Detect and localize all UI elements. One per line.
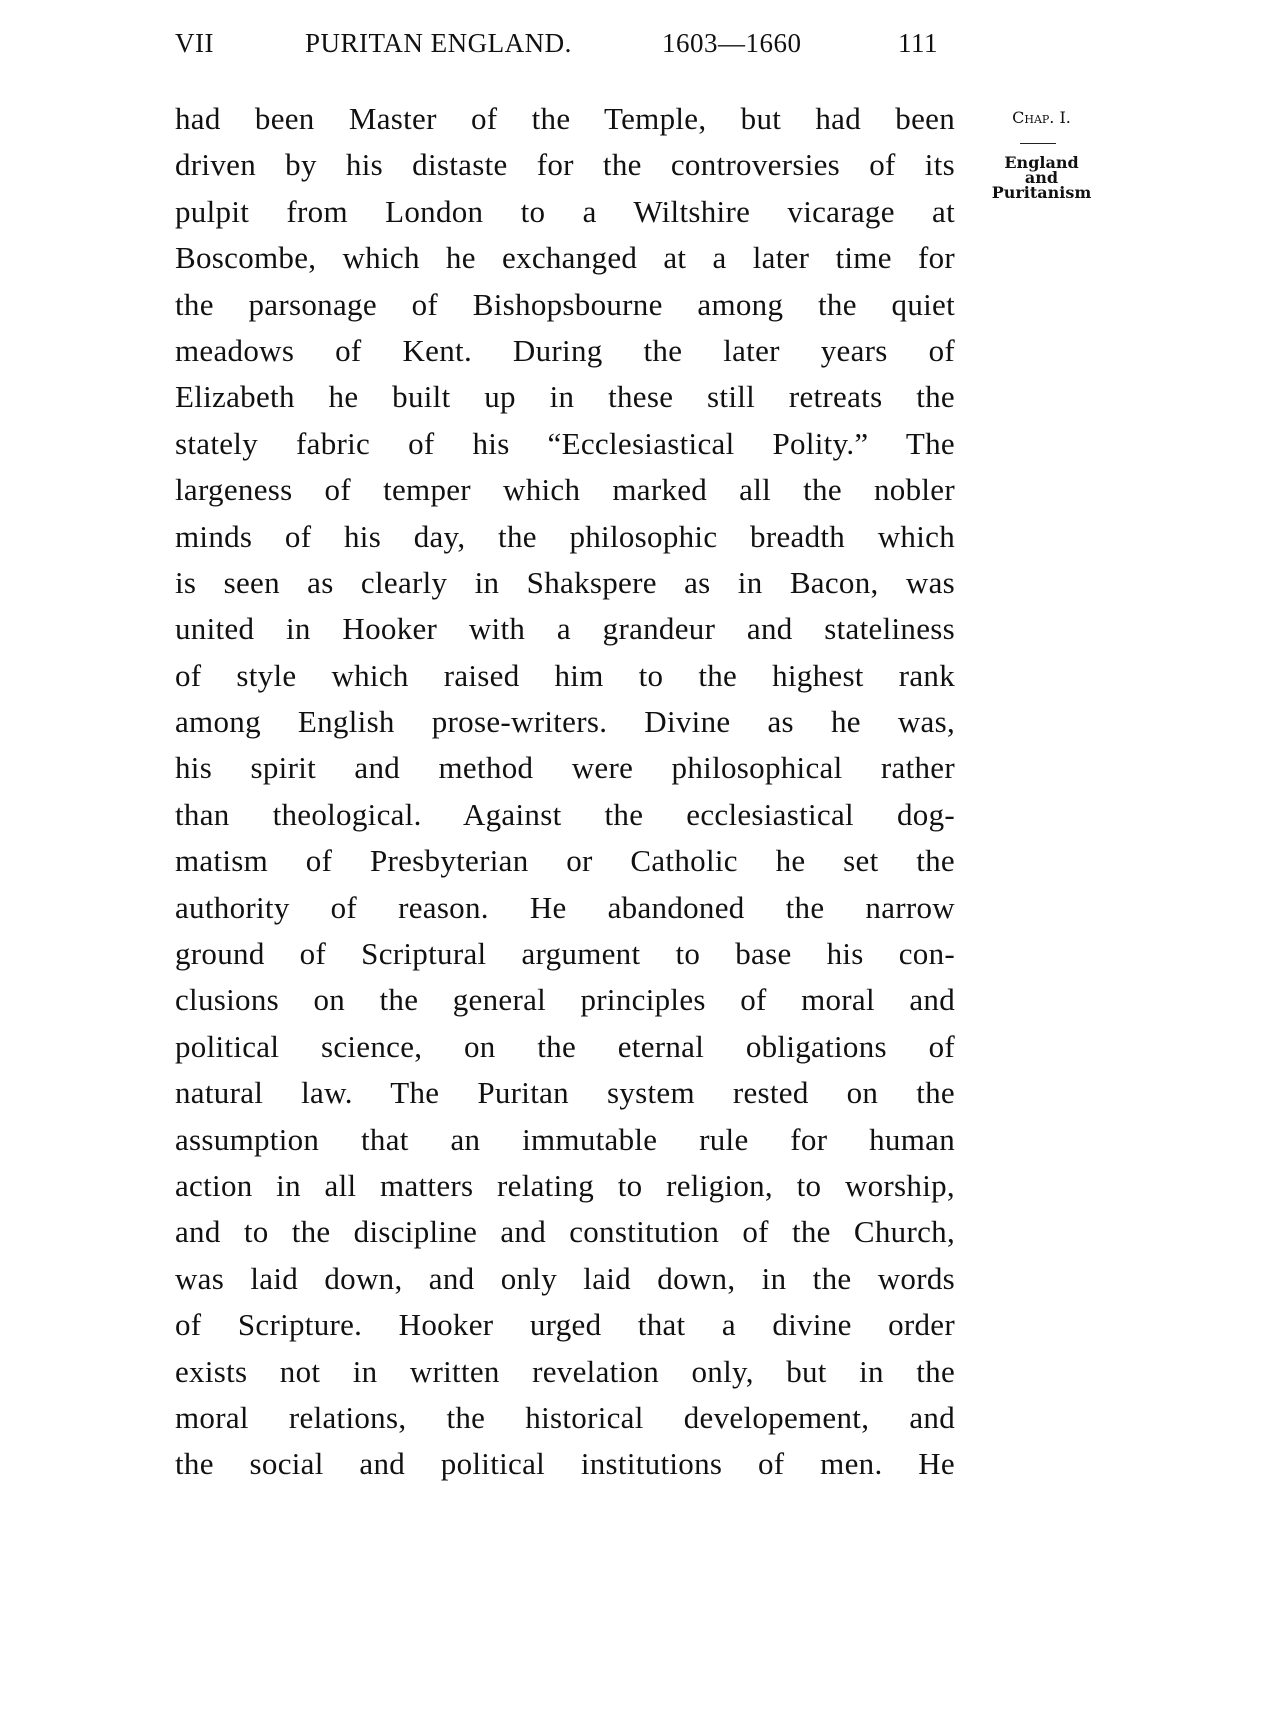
text-line: moral relations, the historical developement, and [175,1399,955,1435]
text-line: natural law. The Puritan system rested on the [175,1075,955,1111]
text-line: authority of reason. He abandoned the narrow [175,889,955,925]
margin-topic-line: England [1004,153,1079,172]
running-head-chapter: VII [175,28,214,58]
running-head-title: PURITAN ENGLAND. [305,28,572,58]
text-line: largeness of temper which marked all the nobler [175,472,955,508]
text-line: assumption that an immutable rule for human [175,1121,955,1157]
text-line: the social and political institutions of men. He [175,1446,955,1482]
text-line: was laid down, and only laid down, in the words [175,1260,955,1296]
text-line: ground of Scriptural argument to base his con- [175,936,955,972]
margin-chapter-label: Chap. I. [1012,108,1071,127]
text-line: stately fabric of his “Ecclesiastical Polity.” The [175,425,955,461]
text-line: action in all matters relating to religion, to worship, [175,1167,955,1203]
text-line: exists not in written revelation only, but in the [175,1353,955,1389]
body-text [175,96,955,1488]
page-number: 111 [898,28,938,58]
text-line: minds of his day, the philosophic breadth which [175,518,955,554]
text-line: united in Hooker with a grandeur and stateliness [175,611,955,647]
margin-topic [984,154,1099,202]
text-line: driven by his distaste for the controversies of its [175,147,955,183]
text-line: Elizabeth he built up in these still retreats the [175,379,955,415]
text-line: had been Master of the Temple, but had been [175,101,955,136]
margin-topic-line: and [1024,168,1059,187]
text-line: political science, on the eternal obligations of [175,1028,955,1064]
text-line: is seen as clearly in Shakspere as in Bacon, was [175,564,955,600]
text-line: his spirit and method were philosophical rather [175,750,955,786]
text-line: and to the discipline and constitution of the Church, [175,1214,955,1250]
margin-topic-line: Puritanism [991,183,1092,202]
text-line: among English prose-writers. Divine as he was, [175,704,955,740]
text-line: the parsonage of Bishopsbourne among the quiet [175,286,955,322]
text-line: of Scripture. Hooker urged that a divine order [175,1307,955,1343]
text-line: of style which raised him to the highest rank [175,657,955,693]
text-line: clusions on the general principles of moral and [175,982,955,1018]
running-head-dates: 1603—1660 [662,28,802,58]
margin-rule [1020,143,1056,144]
text-line: than theological. Against the ecclesiastical dog- [175,796,955,832]
text-line: Boscombe, which he exchanged at a later time for [175,240,955,276]
text-line: matism of Presbyterian or Catholic he set the [175,843,955,879]
text-line: pulpit from London to a Wiltshire vicarage at [175,193,955,229]
text-line: meadows of Kent. During the later years of [175,332,955,368]
